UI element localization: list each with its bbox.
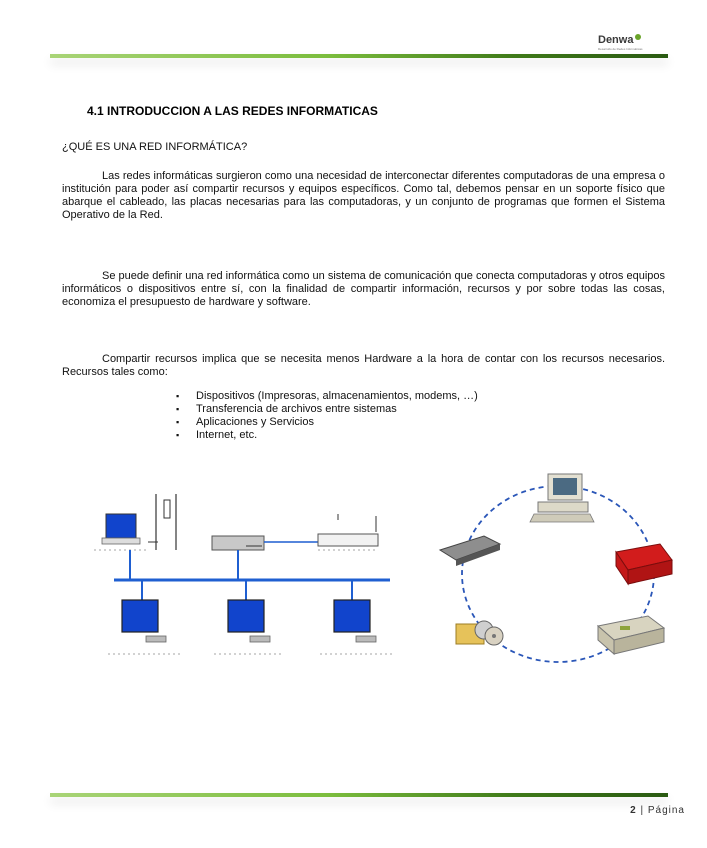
external-drive-icon — [616, 544, 672, 584]
paragraph-2-text: Se puede definir una red informática como un sistema de comunicación que conecta computadoras y otros equipos informáticos o dispositivos entre sí, con la finalidad de compartir información, recursos y por sobre todas las cosas, economiza el presupuesto de hardware y software. — [62, 270, 665, 308]
bus-network-diagram — [86, 492, 398, 662]
section-question: ¿QUÉ ES UNA RED INFORMÁTICA? — [62, 141, 248, 153]
scanner-icon — [440, 536, 500, 566]
company-logo — [598, 34, 641, 46]
paragraph-2 — [62, 270, 665, 309]
logo-text: Denwa — [598, 34, 634, 46]
shared-resources-diagram — [438, 468, 676, 668]
paragraph-1-text: Las redes informáticas surgieron como una necesidad de interconectar diferentes computadoras de una empresa o institución para poder así compartir recursos y equipos específicos. Como tal, debemos pensar en un soporte físico que abarque el cableado, las placas necesarias para las computadoras, y un conjunto de programas que formen el Sistema Operativo de la Red. — [62, 170, 665, 221]
paragraph-1 — [62, 170, 665, 222]
page-number-value: 2 — [630, 805, 637, 816]
header-rule — [50, 54, 668, 58]
list-item: ▪ Transferencia de archivos entre sistemas — [176, 403, 478, 416]
paragraph-3-text: Compartir recursos implica que se necesita menos Hardware a la hora de contar con los recursos necesarios. Recursos tales como: — [62, 353, 665, 378]
logo-tagline: Desarrollo de Redes Informáticas — [598, 47, 643, 51]
logo-mark-icon — [635, 34, 641, 40]
page-label: Página — [647, 805, 685, 816]
list-item: ▪ Internet, etc. — [176, 429, 478, 442]
desktop-computer-icon — [530, 474, 594, 522]
resources-list — [176, 390, 478, 442]
footer-rule — [50, 793, 668, 797]
section-title: 4.1 INTRODUCCION A LAS REDES INFORMATICAS — [87, 104, 378, 118]
page-number: 2 | Página — [630, 805, 685, 816]
files-folder-icon — [456, 621, 503, 645]
paragraph-3 — [62, 353, 665, 379]
list-item: ▪ Aplicaciones y Servicios — [176, 416, 478, 429]
multifunction-printer-icon — [598, 616, 664, 654]
list-item: ▪ Dispositivos (Impresoras, almacenamientos, modems, …) — [176, 390, 478, 403]
